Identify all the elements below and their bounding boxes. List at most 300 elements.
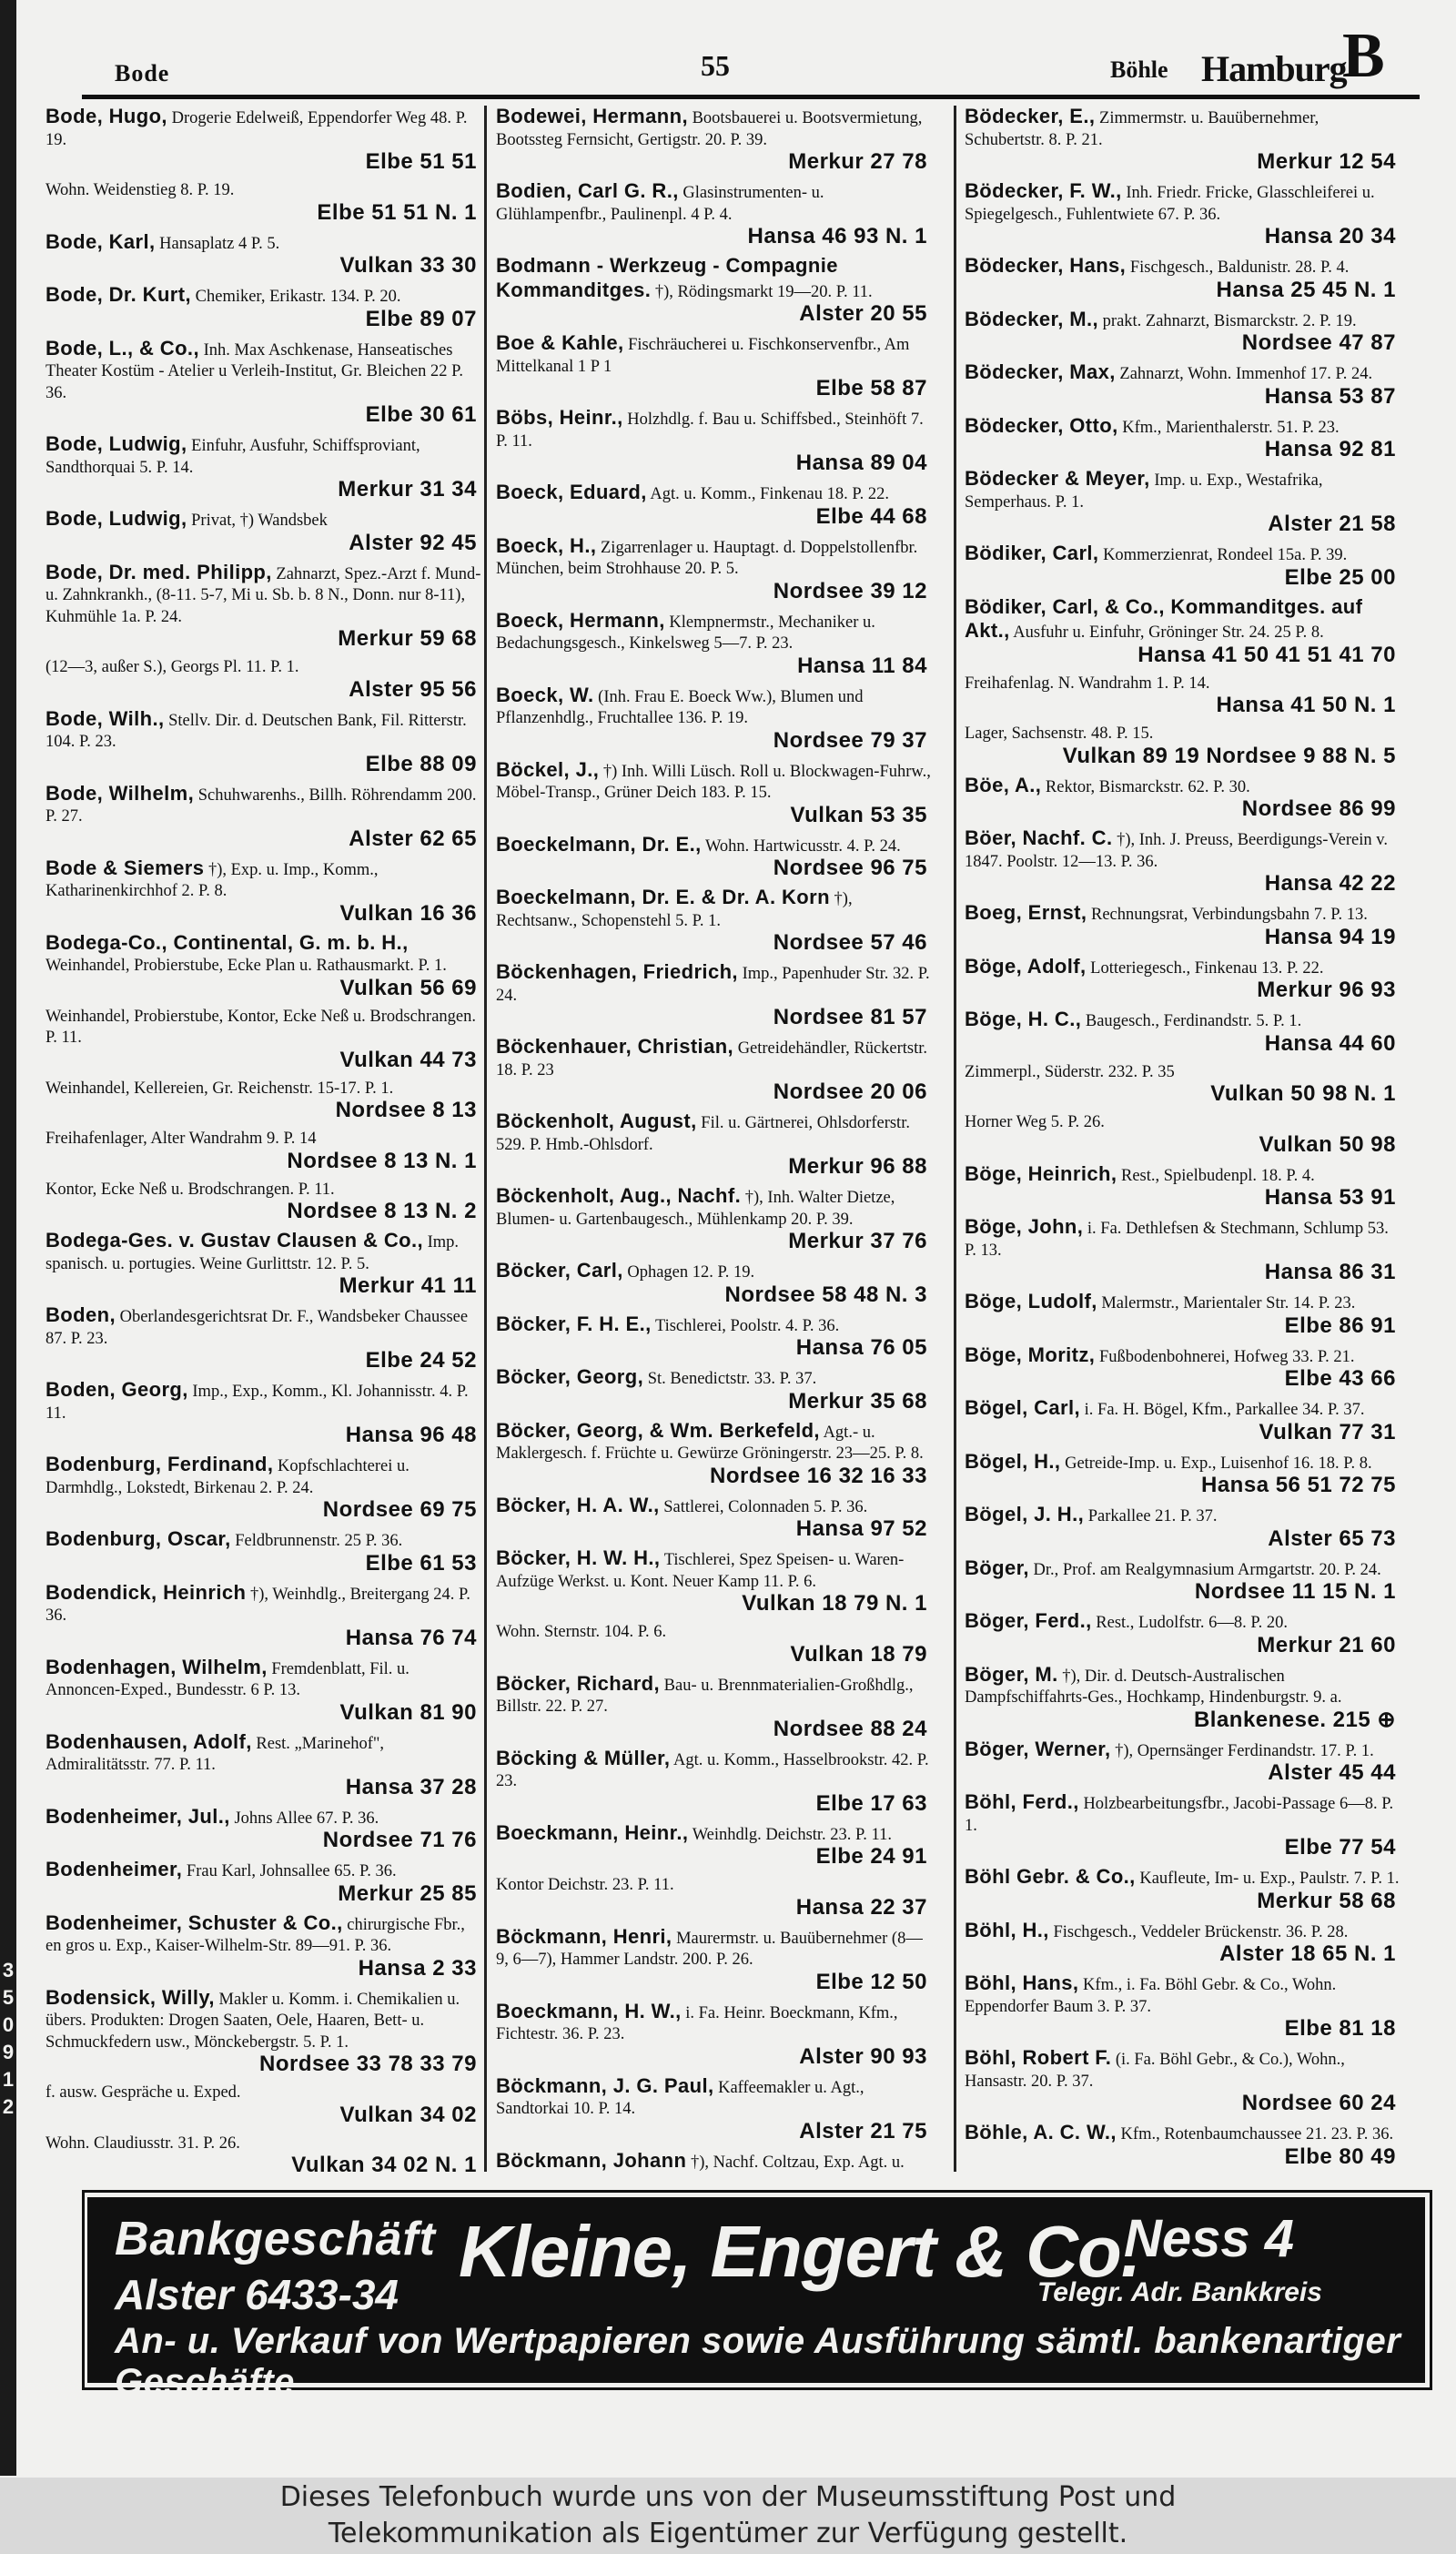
entry-body (46, 1379, 482, 1424)
entry-phone: Blankenese. 215 ⊕ (1193, 1707, 1396, 1732)
entry-body (496, 1313, 933, 1338)
entry-phone-line (46, 900, 482, 927)
entry-details: Maurermstr. u. Bauübernehmer (8—9, 6—7), Hammer Landstr. 200. P. 26. (496, 1929, 923, 1969)
entry-phone-line (965, 439, 1401, 463)
entry-phone: Nordsee 86 99 (1241, 796, 1396, 821)
entry-name: Bode, Dr. med. Philipp, (46, 560, 272, 583)
entry-phone: Nordsee 16 32 16 33 (710, 1463, 927, 1488)
entry-name: Boeck, W. (496, 683, 594, 706)
entry-details: Stellv. Dir. d. Deutschen Bank, Fil. Ritterstr. 104. P. 23. (46, 711, 467, 751)
directory-entry (46, 284, 482, 332)
entry-details: (12—3, außer S.), Georgs Pl. 11. P. 1. (46, 658, 299, 676)
entry-phone-line (496, 1593, 933, 1617)
directory-entry (965, 106, 1401, 176)
directory-entry (965, 1738, 1401, 1787)
entry-name: Böcker, H. A. W., (496, 1493, 660, 1516)
entry-phone-line (496, 303, 933, 328)
directory-entry (965, 1920, 1401, 1968)
entry-body (46, 1582, 482, 1627)
entry-phone: Hansa 96 48 (345, 1423, 477, 1447)
entry-name: Böckenholt, August, (496, 1110, 697, 1132)
entry-body (46, 231, 482, 256)
entry-phone-line (965, 1030, 1401, 1058)
entry-body (496, 180, 933, 226)
directory-entry (46, 180, 482, 226)
edge-mark: 3 (2, 1959, 15, 1981)
entry-phone-line (46, 532, 482, 557)
entry-phone-line (965, 1368, 1401, 1393)
directory-entry (496, 1420, 933, 1490)
entry-phone-line (46, 975, 482, 1002)
directory-entry (965, 1504, 1401, 1552)
entry-body (965, 1610, 1401, 1635)
entry-body (496, 1495, 933, 1519)
directory-entry (965, 956, 1401, 1004)
entry-details: Johns Allee 67. P. 36. (234, 1809, 379, 1828)
directory-entry (46, 1987, 482, 2078)
entry-details: †), Exp. u. Imp., Komm., Katharinenkirchhof 2. P. 8. (46, 860, 379, 900)
directory-entry (46, 1007, 482, 1074)
entry-phone: Merkur 25 85 (338, 1880, 477, 1906)
directory-entry (46, 1657, 482, 1727)
entry-phone: Elbe 51 51 (365, 149, 477, 174)
entry-phone: Vulkan 53 35 (790, 802, 927, 827)
directory-entry (965, 1062, 1401, 1108)
ad-bank-label: Bankgeschäft (115, 2213, 436, 2265)
entry-body (496, 1547, 933, 1593)
directory-entry (965, 1112, 1401, 1158)
directory-entry (496, 1110, 933, 1181)
entry-phone-line (965, 1709, 1401, 1734)
entry-name: Böger, Ferd., (965, 1609, 1092, 1632)
entry-name: Bödecker, E., (965, 106, 1096, 127)
entry-phone-line (496, 1790, 933, 1818)
entry-phone-line (965, 332, 1401, 357)
entry-phone-line (46, 628, 482, 653)
entry-phone-line (496, 1718, 933, 1743)
entry-phone-line (46, 1550, 482, 1577)
entry-phone-line (46, 828, 482, 853)
entry-phone: Merkur 59 68 (338, 626, 477, 651)
directory-entry (965, 2122, 1401, 2170)
entry-phone-line (46, 2104, 482, 2129)
entry-phone: Elbe 30 61 (365, 402, 477, 427)
entry-phone-line (965, 1890, 1401, 1915)
entry-body (46, 1454, 482, 1499)
entry-details: St. Benedictstr. 33. P. 37. (647, 1370, 817, 1388)
entry-phone-line (965, 1312, 1401, 1340)
entry-name: Böhle, A. C. W., (965, 2121, 1117, 2144)
entry-phone: Elbe 17 63 (815, 1790, 927, 1816)
entry-phone-line (965, 1837, 1401, 1861)
entry-phone-line (496, 1846, 933, 1870)
entry-phone-line (46, 676, 482, 704)
entry-name: Bodendick, Heinrich (46, 1580, 247, 1604)
entry-details: Zahnarzt, Wohn. Immenhof 17. P. 24. (1119, 365, 1373, 383)
directory-entry (46, 932, 482, 1002)
entry-details: Zahnarzt, Spez.-Arzt f. Mund- u. Zahnkrankh., (8-11. 5-7, Mi u. Sb. b. 8 N., Donn. nur 8-11), Kuhmühle 1a. P. 24. (46, 564, 481, 626)
directory-entry (46, 1582, 482, 1652)
entry-phone: Nordsee 39 12 (773, 578, 927, 603)
entry-name: Böger, Werner, (965, 1737, 1111, 1760)
directory-entry (496, 2001, 933, 2071)
entry-body (496, 1875, 933, 1897)
entry-phone-line (496, 1971, 933, 1996)
entry-phone-line (46, 1880, 482, 1908)
entry-body (46, 1987, 482, 2054)
entry-body (965, 1344, 1401, 1369)
directory-entry (496, 106, 933, 176)
entry-details: Kaufleute, Im- u. Exp., Paulstr. 7. P. 1. (1139, 1870, 1400, 1888)
header-letter: B (1342, 21, 1385, 91)
entry-details: Parkallee 21. P. 37. (1087, 1507, 1218, 1525)
header-rule (82, 95, 1420, 99)
entry-body (965, 2122, 1401, 2146)
entry-phone: Nordsee 88 24 (773, 1716, 927, 1741)
entry-phone-line (496, 2118, 933, 2145)
entry-details: Getreidehändler, Rückertstr. 18. P. 23 (496, 1039, 928, 1079)
directory-entry (46, 1379, 482, 1449)
entry-details: (Inh. Frau E. Boeck Ww.), Blumen und Pflanzenhdlg., Fruchtallee 136. P. 19. (496, 687, 864, 727)
entry-body (46, 1079, 482, 1100)
entry-details: Klempnermstr., Mechaniker u. Bedachungsgesch., Kinkelsweg 5—7. P. 23. (496, 613, 875, 653)
entry-name: Bodenburg, Ferdinand, (46, 1453, 274, 1475)
entry-body (965, 1738, 1401, 1763)
entry-phone: Vulkan 33 30 (339, 253, 477, 278)
entry-details: Baugesch., Ferdinandstr. 5. P. 1. (1085, 1012, 1302, 1030)
entry-body (965, 827, 1401, 873)
entry-name: Böcker, Richard, (496, 1671, 661, 1695)
entry-phone: Hansa 37 28 (345, 1774, 477, 1799)
entry-phone-line (965, 1475, 1401, 1499)
directory-entry (46, 657, 482, 703)
entry-body (965, 1504, 1401, 1528)
entry-phone: Elbe 24 52 (365, 1348, 477, 1373)
entry-details: Agt.- u. Maklergesch. f. Früchte u. Gewürze Gröningerstr. 23—25. P. 8. (496, 1423, 924, 1463)
entry-body (496, 407, 933, 452)
entry-phone-line (965, 2018, 1401, 2042)
entry-details: Fischräucherei u. Fischkonservenfbr., Am Mittelkanal 1 P 1 (496, 336, 910, 376)
entry-body (965, 415, 1401, 440)
directory-entry (496, 887, 933, 957)
entry-phone-line (46, 1350, 482, 1374)
entry-phone-line (965, 1187, 1401, 1211)
entry-name: Böhl, Hans, (965, 1971, 1079, 1994)
entry-phone-line (965, 1083, 1401, 1108)
entry-name: Bode, Karl, (46, 229, 156, 253)
entry-phone: Elbe 80 49 (1284, 2144, 1396, 2169)
entry-phone: Nordsee 47 87 (1241, 330, 1396, 355)
entry-name: Bodenhagen, Wilhelm, (46, 1655, 268, 1678)
entry-details: Getreide-Imp. u. Exp., Luisenhof 16. 18. P. 8. (1065, 1454, 1372, 1473)
entry-details: Weinhandel, Kellereien, Gr. Reichenstr. 15-17. P. 1. (46, 1079, 394, 1098)
directory-entry (496, 961, 933, 1031)
directory-entry (46, 1304, 482, 1374)
entry-details: †), Inh. Walter Dietze, Blumen- u. Gartenbaugesch., Mühlenkamp 20. P. 39. (496, 1189, 895, 1229)
entry-phone-line (46, 751, 482, 778)
entry-phone: Hansa 46 93 N. 1 (747, 224, 927, 248)
entry-phone: Alster 62 65 (349, 826, 477, 851)
entry-name: Bode, Dr. Kurt, (46, 283, 192, 306)
entry-name: Boeck, Hermann, (496, 608, 665, 632)
directory-entry (46, 1079, 482, 1124)
entry-phone: Hansa 11 84 (797, 653, 927, 678)
entry-phone: Nordsee 79 37 (773, 727, 927, 753)
entry-details: †), Rödingsmarkt 19—20. P. 11. (654, 282, 873, 301)
entry-details: Agt. u. Komm., Hasselbrookstr. 42. P. 23. (496, 1750, 929, 1790)
entry-phone: Merkur 35 68 (788, 1388, 927, 1414)
entry-body (496, 684, 933, 730)
edge-mark: 1 (2, 2068, 15, 2091)
directory-entry (46, 1180, 482, 1225)
entry-details: †), Nachf. Coltzau, Exp. Agt. u. (690, 2153, 905, 2172)
entry-body (965, 724, 1401, 745)
entry-phone-line (496, 655, 933, 680)
entry-details: Kontor Deichstr. 23. P. 11. (496, 1876, 674, 1894)
entry-body (46, 1912, 482, 1958)
column-3 (965, 106, 1401, 2172)
entry-body (46, 433, 482, 479)
entry-name: Böcker, H. W. H., (496, 1546, 661, 1569)
entry-phone: Hansa 53 87 (1264, 383, 1396, 409)
directory-entry (46, 1912, 482, 1982)
entry-phone-line (965, 745, 1401, 770)
entry-phone: Vulkan 77 31 (1259, 1419, 1396, 1444)
header-first-name: Bode (115, 60, 170, 86)
entry-body (496, 961, 933, 1007)
directory-entry (965, 2047, 1401, 2117)
entry-details: †), Dir. d. Deutsch-Australischen Dampfschiffahrts-Ges., Hochkamp, Hindenburgstr. 9. a. (965, 1667, 1342, 1707)
entry-name: Böge, Heinrich, (965, 1161, 1117, 1185)
entry-name: Bodega-Co., Continental, G. m. b. H., (46, 930, 409, 954)
directory-entry (46, 433, 482, 503)
entry-name: Böge, Moritz, (965, 1343, 1096, 1366)
entry-name: Bodenburg, Oscar, (46, 1527, 231, 1550)
entry-details: Imp., Papenhuder Str. 32. P. 24. (496, 965, 930, 1005)
entry-phone-line (965, 873, 1401, 897)
entry-phone-line (965, 1581, 1401, 1606)
entry-body (965, 309, 1401, 333)
entry-name: Bode, L., & Co., (46, 336, 199, 360)
entry-name: Bödecker, Hans, (965, 254, 1127, 277)
entry-phone-line (496, 1007, 933, 1031)
entry-name: Böge, Adolf, (965, 954, 1087, 978)
entry-phone: Alster 92 45 (349, 530, 477, 555)
entry-phone-line (46, 1627, 482, 1652)
entry-phone: Hansa 86 31 (1264, 1260, 1396, 1284)
entry-body (965, 361, 1401, 386)
entry-details: Zigarrenlager u. Hauptagt. d. Doppelstollenfbr. München, beim Strohhause 20. P. 5. (496, 538, 918, 578)
entry-phone-line (965, 2146, 1401, 2171)
entry-details: Inh. Friedr. Fricke, Glasschleiferei u. Spiegelgesch., Fuhlentwiete 67. P. 36. (965, 184, 1375, 224)
entry-body (46, 657, 482, 679)
entry-body (965, 1791, 1401, 1837)
entry-phone: Vulkan 89 19 Nordsee 9 88 N. 5 (1062, 743, 1396, 768)
entry-phone-line (46, 1100, 482, 1124)
entry-phone: Alster 65 73 (1268, 1525, 1396, 1551)
binding-edge (0, 0, 16, 2476)
entry-phone: Merkur 12 54 (1257, 149, 1396, 174)
entry-body (965, 1112, 1401, 1134)
directory-entry (46, 338, 482, 429)
entry-phone-line (496, 1894, 933, 1921)
entry-phone: Hansa 25 45 N. 1 (1216, 277, 1396, 302)
entry-phone-line (46, 306, 482, 333)
entry-body (46, 1528, 482, 1553)
entry-body (46, 932, 482, 978)
entry-phone-line (965, 1262, 1401, 1286)
entry-body (46, 857, 482, 903)
entry-name: Boeckelmann, Dr. E. & Dr. A. Korn (496, 886, 830, 908)
directory-entry (496, 255, 933, 328)
entry-details: (i. Fa. Böhl Gebr., & Co.), Wohn., Hansastr. 20. P. 37. (965, 2051, 1345, 2091)
column-divider (954, 106, 956, 2172)
directory-entry (965, 1557, 1401, 1606)
entry-name: Böbs, Heinr., (496, 406, 623, 429)
directory-entry (496, 1622, 933, 1667)
entry-phone-line (46, 1049, 482, 1074)
directory-entry (496, 1748, 933, 1818)
entry-name: Bodewei, Hermann, (496, 106, 688, 127)
entry-phone-line (46, 1150, 482, 1175)
entry-name: Bodenhausen, Adolf, (46, 1729, 252, 1753)
directory-entry (46, 783, 482, 853)
entry-name: Bode, Ludwig, (46, 507, 187, 530)
entry-name: Böger, (965, 1556, 1029, 1579)
entry-details: i. Fa. H. Bögel, Kfm., Parkallee 34. P. 37. (1084, 1401, 1365, 1419)
directory-entry (965, 1451, 1401, 1499)
entry-phone: Hansa 92 81 (1264, 437, 1396, 461)
entry-phone: Vulkan 44 73 (339, 1047, 477, 1072)
entry-body (496, 1748, 933, 1793)
entry-body (496, 332, 933, 378)
directory-entry (46, 708, 482, 778)
entry-phone-line (496, 1081, 933, 1106)
entry-phone: Merkur 27 78 (788, 149, 927, 174)
entry-name: Bödecker, M., (965, 307, 1099, 330)
directory-entry (965, 180, 1401, 250)
entry-body (965, 1216, 1401, 1262)
entry-name: Böcking & Müller, (496, 1746, 671, 1769)
entry-body (965, 596, 1401, 644)
directory-entry (496, 535, 933, 605)
entry-name: Böe, A., (965, 773, 1042, 796)
entry-phone-line (496, 1156, 933, 1181)
directory-entry (496, 1313, 933, 1362)
entry-body (965, 956, 1401, 980)
directory-entry (496, 2075, 933, 2145)
footer-line-1: Dieses Telefonbuch wurde uns von der Museumsstiftung Post und (279, 2481, 1177, 2513)
archive-footer (0, 2478, 1456, 2554)
entry-details: Horner Weg 5. P. 26. (965, 1113, 1105, 1131)
directory-entry (965, 1216, 1401, 1286)
entry-phone: Merkur 96 93 (1257, 978, 1396, 1002)
directory-entry (496, 1673, 933, 1743)
directory-entry (965, 1610, 1401, 1658)
directory-entry (496, 1875, 933, 1921)
entry-details: †), Rechtsanw., Schopenstehl 5. P. 1. (496, 890, 853, 930)
directory-entry (496, 1495, 933, 1543)
directory-entry (965, 361, 1401, 410)
directory-entry (496, 332, 933, 402)
directory-entry (965, 309, 1401, 357)
entry-details: Freihafenlag. N. Wandrahm 1. P. 14. (965, 674, 1210, 693)
entry-details: †), Opernsänger Ferdinandstr. 17. P. 1. (1115, 1741, 1374, 1760)
entry-body (965, 674, 1401, 695)
directory-entry (496, 481, 933, 530)
entry-phone: Hansa 76 05 (795, 1335, 927, 1360)
entry-details: Imp. spanisch. u. portugies. Weine Gurlittstr. 12. P. 5. (46, 1233, 460, 1273)
entry-phone-line (46, 2053, 482, 2078)
entry-details: Frau Karl, Johnsallee 65. P. 36. (186, 1862, 397, 1880)
entry-details: Kfm., Rotenbaumchaussee 21. 23. P. 36. (1120, 2125, 1394, 2144)
entry-phone: Hansa 97 52 (795, 1516, 927, 1541)
directory-entry (496, 1366, 933, 1414)
entry-phone: Elbe 25 00 (1284, 564, 1396, 590)
ad-address: Ness 4 (1124, 2209, 1295, 2268)
entry-phone-line (496, 857, 933, 882)
entry-body (46, 1657, 482, 1702)
entry-details: f. ausw. Gespräche u. Exped. (46, 2083, 241, 2102)
directory-entry (965, 724, 1401, 769)
entry-details: Hansaplatz 4 P. 5. (159, 234, 280, 253)
directory-entry (496, 1822, 933, 1870)
entry-phone-line (496, 1337, 933, 1362)
entry-body (965, 1062, 1401, 1084)
entry-details: Wohn. Sternstr. 104. P. 6. (496, 1623, 667, 1641)
entry-body (496, 1926, 933, 1971)
header-last-name: Böhle (1110, 56, 1168, 83)
directory-entry (496, 1185, 933, 1255)
entry-name: Böcker, Carl, (496, 1259, 623, 1282)
entry-phone: Merkur 96 88 (788, 1154, 927, 1179)
entry-phone: Vulkan 50 98 (1259, 1131, 1396, 1157)
entry-phone: Hansa 53 91 (1264, 1185, 1396, 1210)
entry-phone: Merkur 58 68 (1257, 1888, 1396, 1913)
entry-body (965, 1451, 1401, 1475)
entry-details: i. Fa. Heinr. Boeckmann, Kfm., Fichtestr. 36. P. 23. (496, 2003, 898, 2043)
entry-body (965, 1920, 1401, 1944)
entry-body (46, 1859, 482, 1883)
entry-details: †), Weinhdlg., Breitergang 24. P. 36. (46, 1585, 470, 1625)
directory-entry (965, 827, 1401, 897)
entry-phone: Nordsee 20 06 (773, 1079, 927, 1104)
entry-body (496, 1673, 933, 1718)
entry-phone-line (46, 404, 482, 429)
entry-details: Bootsbauerei u. Bootsvermietung, Bootssteg Fernsicht, Gertigstr. 20. P. 39. (496, 109, 923, 149)
entry-phone-line (496, 932, 933, 957)
directory-entry (965, 775, 1401, 823)
entry-name: Bögel, H., (965, 1449, 1061, 1473)
header-city: Hamburg (1201, 48, 1347, 89)
entry-details: Kfm., i. Fa. Böhl Gebr. & Co., Wohn. Eppendorfer Baum 3. P. 37. (965, 1976, 1337, 2016)
entry-details: Freihafenlager, Alter Wandrahm 9. P. 14 (46, 1130, 317, 1148)
entry-details: Makler u. Komm. i. Chemikalien u. übers. Produkten: Drogen Saaten, Oele, Haaren, Bett- u. Schmuckfedern usw., Mönckebergstr. 5. P. 1. (46, 1990, 460, 2052)
entry-body (46, 1731, 482, 1777)
directory-entry (496, 1260, 933, 1308)
entry-phone-line (496, 1284, 933, 1309)
entry-details: Tischlerei, Poolstr. 4. P. 36. (654, 1316, 840, 1335)
entry-phone: Alster 20 55 (799, 301, 927, 326)
entry-phone: Alster 18 65 N. 1 (1219, 1941, 1396, 1966)
directory-entry (46, 2133, 482, 2173)
entry-name: Böge, John, (965, 1215, 1084, 1238)
entry-phone: Elbe 51 51 N. 1 (317, 199, 477, 225)
entry-phone-line (496, 1518, 933, 1543)
entry-body (965, 1866, 1401, 1890)
directory-entry (965, 1972, 1401, 2042)
entry-body (965, 255, 1401, 279)
